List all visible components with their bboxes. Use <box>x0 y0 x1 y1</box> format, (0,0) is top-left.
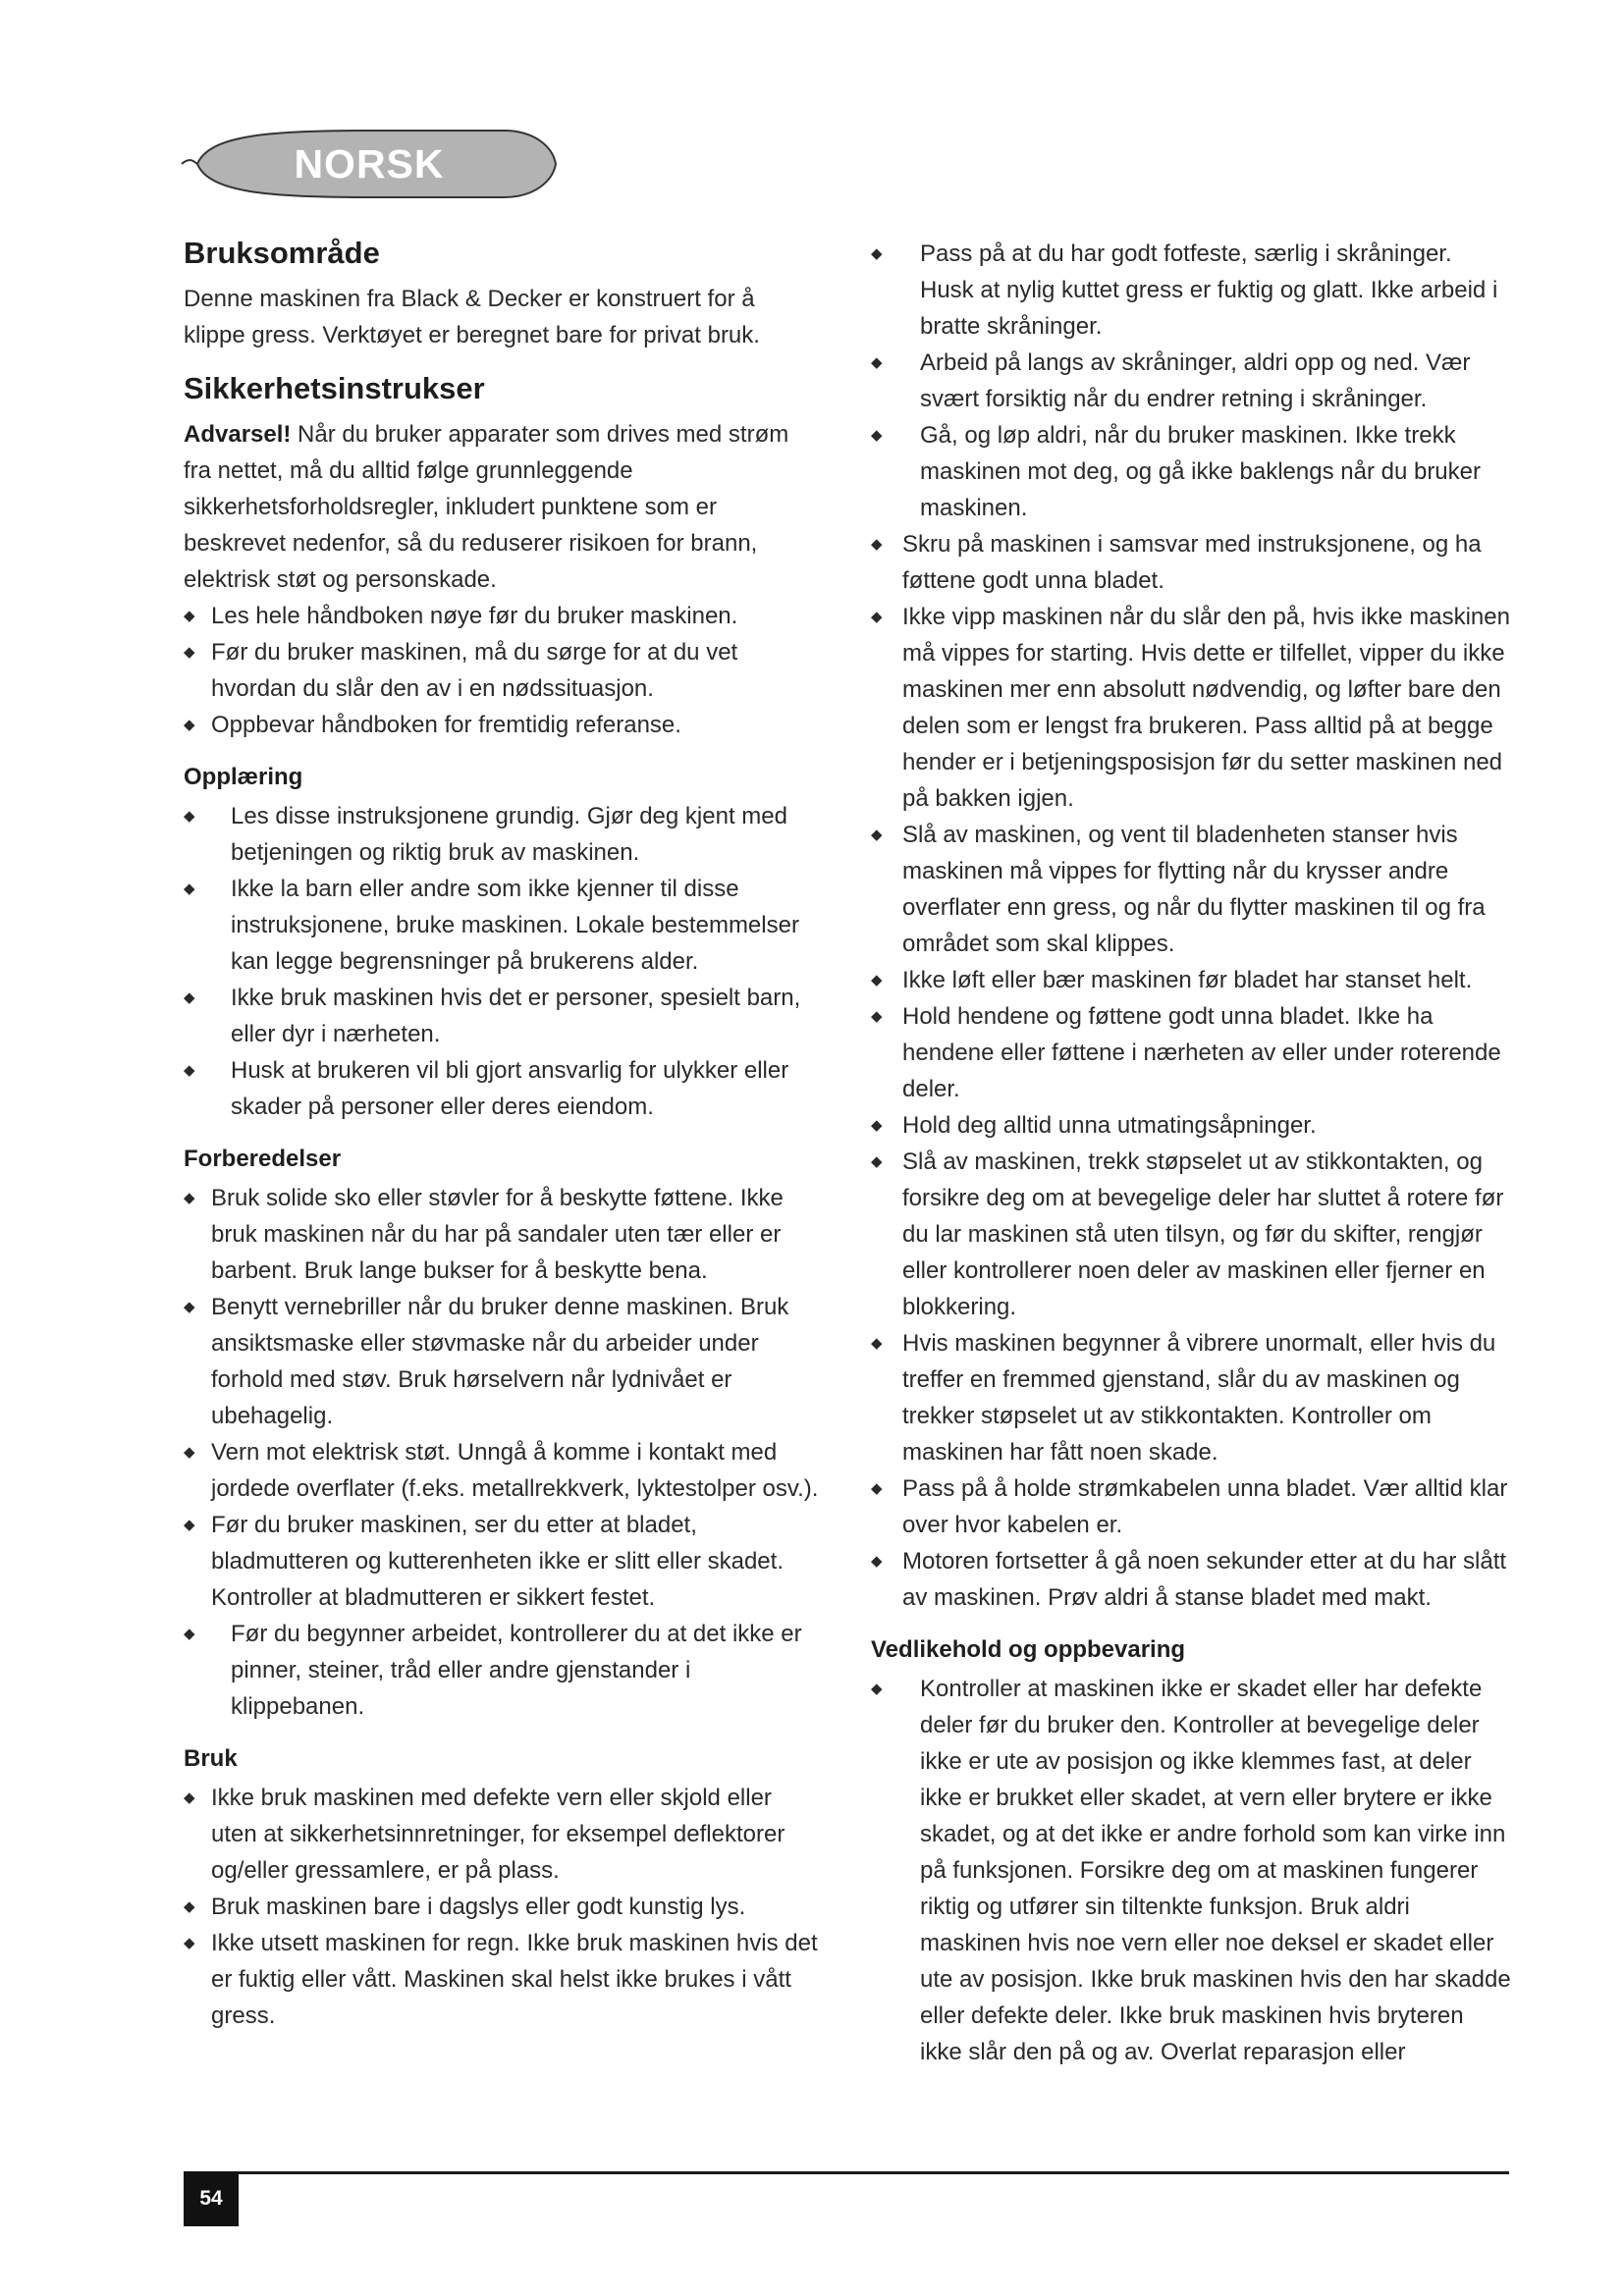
list-item: ◆ Hvis maskinen begynner å vibrere unormalt, eller hvis du treffer en fremmed gjenstand, slår du av maskinen og trekker støpselet ut av stikkontakten. Kontroller om maskinen har fått noen skade. <box>871 1325 1511 1470</box>
diamond-bullet-icon: ◆ <box>871 1335 883 1352</box>
list-item: ◆ Benytt vernebriller når du bruker denne maskinen. Bruk ansiktsmaske eller støvmaske når du arbeider under forhold med støv. Bruk hørselvern når lydnivået er ubehagelig. <box>184 1289 822 1434</box>
diamond-bullet-icon: ◆ <box>871 536 883 553</box>
list-item: ◆ Ikke la barn eller andre som ikke kjenner til disse instruksjonene, bruke maskinen. Lokale bestemmelser kan legge begrensninger på brukerens alder. <box>184 871 822 980</box>
diamond-bullet-icon: ◆ <box>184 808 195 825</box>
diamond-bullet-icon: ◆ <box>871 245 883 262</box>
list-item: ◆ Kontroller at maskinen ikke er skadet eller har defekte deler før du bruker den. Kontroller at bevegelige deler ikke er ute av posisjon og ikke klemmes fast, at deler ikke er brukket eller skadet, at vern eller brytere er ikke skadet, og at det ikke er andre forhold som kan virke inn på funksjonen. Forsikre deg om at maskinen fungerer riktig og utfører sin tiltenkte funksjon. Bruk aldri maskinen hvis noe vern eller noe deksel er skadet eller ute av posisjon. Ikke bruk maskinen hvis den har skadde eller defekte deler. Ikke bruk maskinen hvis bryteren ikke slår den på og av. Overlat reparasjon eller <box>871 1671 1511 2070</box>
warning-paragraph <box>184 416 822 598</box>
language-tab <box>180 128 559 200</box>
subsection-title-forberedelser: Forberedelser <box>184 1146 342 1172</box>
page-number: 54 <box>184 2171 239 2226</box>
training-list <box>184 798 822 1125</box>
list-item: ◆ Les hele håndboken nøye før du bruker maskinen. <box>184 598 822 634</box>
diamond-bullet-icon: ◆ <box>184 1062 195 1079</box>
diamond-bullet-icon: ◆ <box>871 1553 883 1570</box>
diamond-bullet-icon: ◆ <box>871 972 883 988</box>
diamond-bullet-icon: ◆ <box>184 1789 195 1806</box>
diamond-bullet-icon: ◆ <box>184 881 195 897</box>
diamond-bullet-icon: ◆ <box>871 1681 883 1697</box>
diamond-bullet-icon: ◆ <box>184 717 195 733</box>
list-item: ◆ Arbeid på langs av skråninger, aldri opp og ned. Vær svært forsiktig når du endrer retning i skråninger. <box>871 345 1511 417</box>
list-item: ◆ Pass på at du har godt fotfeste, særlig i skråninger. Husk at nylig kuttet gress er fuktig og glatt. Ikke arbeid i bratte skråninger. <box>871 236 1511 345</box>
list-item: ◆ Gå, og løp aldri, når du bruker maskinen. Ikke trekk maskinen mot deg, og gå ikke baklengs når du bruker maskinen. <box>871 417 1511 526</box>
diamond-bullet-icon: ◆ <box>184 1190 195 1206</box>
list-item: ◆ Bruk solide sko eller støvler for å beskytte føttene. Ikke bruk maskinen når du har på sandaler uten tær eller er barbent. Bruk lange bukser for å beskytte bena. <box>184 1180 822 1289</box>
list-item: ◆ Ikke utsett maskinen for regn. Ikke bruk maskinen hvis det er fuktig eller vått. Maskinen skal helst ikke brukes i vått gress. <box>184 1925 822 2034</box>
preparation-list <box>184 1180 822 1725</box>
list-item: ◆ Vern mot elektrisk støt. Unngå å komme i kontakt med jordede overflater (f.eks. metallrekkverk, lyktestolper osv.). <box>184 1434 822 1507</box>
footer-rule <box>184 2171 1509 2174</box>
list-item: ◆ Hold hendene og føttene godt unna bladet. Ikke ha hendene eller føttene i nærheten av eller under roterende deler. <box>871 998 1511 1107</box>
right-column <box>871 236 1511 2070</box>
subsection-title-vedlikehold: Vedlikehold og oppbevaring <box>871 1636 1186 1663</box>
maintenance-list <box>871 1671 1511 2070</box>
safety-list <box>184 598 822 743</box>
diamond-bullet-icon: ◆ <box>184 1935 195 1951</box>
diamond-bullet-icon: ◆ <box>184 644 195 661</box>
list-item: ◆ Før du begynner arbeidet, kontrollerer du at det ikke er pinner, steiner, tråd eller andre gjenstander i klippebanen. <box>184 1616 822 1725</box>
list-item: ◆ Bruk maskinen bare i dagslys eller godt kunstig lys. <box>184 1889 822 1925</box>
diamond-bullet-icon: ◆ <box>871 1153 883 1170</box>
diamond-bullet-icon: ◆ <box>871 1117 883 1134</box>
list-item: ◆ Ikke bruk maskinen med defekte vern eller skjold eller uten at sikkerhetsinnretninger, for eksempel deflektorer og/eller gressamlere, er på plass. <box>184 1780 822 1889</box>
diamond-bullet-icon: ◆ <box>184 1517 195 1533</box>
warning-label: Advarsel! <box>184 421 292 448</box>
subsection-title-bruk: Bruk <box>184 1745 238 1772</box>
diamond-bullet-icon: ◆ <box>871 1480 883 1497</box>
list-item: ◆ Før du bruker maskinen, må du sørge for at du vet hvordan du slår den av i en nødssituasjon. <box>184 634 822 707</box>
section-body-bruksomrade: Denne maskinen fra Black & Decker er konstruert for å klippe gress. Verktøyet er beregnet bare for privat bruk. <box>184 286 760 348</box>
diamond-bullet-icon: ◆ <box>184 1299 195 1315</box>
list-item: ◆ Ikke vipp maskinen når du slår den på, hvis ikke maskinen må vippes for starting. Hvis dette er tilfellet, vipper du ikke maskinen mer enn absolutt nødvendig, og løfter bare den delen som er lengst fra brukeren. Pass alltid på at begge hender er i betjeningsposisjon før du setter maskinen ned på bakken igjen. <box>871 599 1511 817</box>
subsection-title-opplaering: Opplæring <box>184 764 303 790</box>
list-item: ◆ Ikke bruk maskinen hvis det er personer, spesielt barn, eller dyr i nærheten. <box>184 980 822 1052</box>
section-title-bruksomrade: Bruksområde <box>184 236 380 270</box>
list-item: ◆ Før du bruker maskinen, ser du etter at bladet, bladmutteren og kutterenheten ikke er slitt eller skadet. Kontroller at bladmutteren er sikkert festet. <box>184 1507 822 1616</box>
list-item: ◆ Oppbevar håndboken for fremtidig referanse. <box>184 707 822 743</box>
list-item: ◆ Slå av maskinen, og vent til bladenheten stanser hvis maskinen må vippes for flytting når du krysser andre overflater enn gress, og når du flytter maskinen til og fra området som skal klippes. <box>871 817 1511 962</box>
diamond-bullet-icon: ◆ <box>184 989 195 1006</box>
usage-list-continued <box>871 236 1511 1616</box>
diamond-bullet-icon: ◆ <box>871 354 883 371</box>
diamond-bullet-icon: ◆ <box>871 827 883 843</box>
diamond-bullet-icon: ◆ <box>184 1626 195 1642</box>
list-item: ◆ Slå av maskinen, trekk støpselet ut av stikkontakten, og forsikre deg om at bevegelige deler har sluttet å rotere før du lar maskinen stå uten tilsyn, og før du skifter, rengjør eller kontrollerer noen deler av maskinen eller fjerner en blokkering. <box>871 1144 1511 1325</box>
diamond-bullet-icon: ◆ <box>871 609 883 625</box>
section-title-sikkerhetsinstrukser: Sikkerhetsinstrukser <box>184 371 485 405</box>
list-item: ◆ Hold deg alltid unna utmatingsåpninger. <box>871 1107 1511 1144</box>
list-item: ◆ Ikke løft eller bær maskinen før bladet har stanset helt. <box>871 962 1511 998</box>
list-item: ◆ Les disse instruksjonene grundig. Gjør deg kjent med betjeningen og riktig bruk av maskinen. <box>184 798 822 871</box>
diamond-bullet-icon: ◆ <box>871 1008 883 1025</box>
diamond-bullet-icon: ◆ <box>184 1444 195 1461</box>
list-item: ◆ Skru på maskinen i samsvar med instruksjonene, og ha føttene godt unna bladet. <box>871 526 1511 599</box>
list-item: ◆ Motoren fortsetter å gå noen sekunder etter at du har slått av maskinen. Prøv aldri å stanse bladet med makt. <box>871 1543 1511 1616</box>
list-item: ◆ Husk at brukeren vil bli gjort ansvarlig for ulykker eller skader på personer eller deres eiendom. <box>184 1052 822 1125</box>
diamond-bullet-icon: ◆ <box>184 608 195 624</box>
left-column <box>184 234 822 2034</box>
diamond-bullet-icon: ◆ <box>871 427 883 444</box>
language-label: NORSK <box>294 140 445 187</box>
list-item: ◆ Pass på å holde strømkabelen unna bladet. Vær alltid klar over hvor kabelen er. <box>871 1470 1511 1543</box>
diamond-bullet-icon: ◆ <box>184 1898 195 1915</box>
usage-list <box>184 1780 822 2034</box>
warning-text: Når du bruker apparater som drives med strøm fra nettet, må du alltid følge grunnleggende sikkerhetsforholdsregler, inkludert punktene som er beskrevet nedenfor, så du reduserer risikoen for brann, elektrisk støt og personskade. <box>184 421 789 593</box>
